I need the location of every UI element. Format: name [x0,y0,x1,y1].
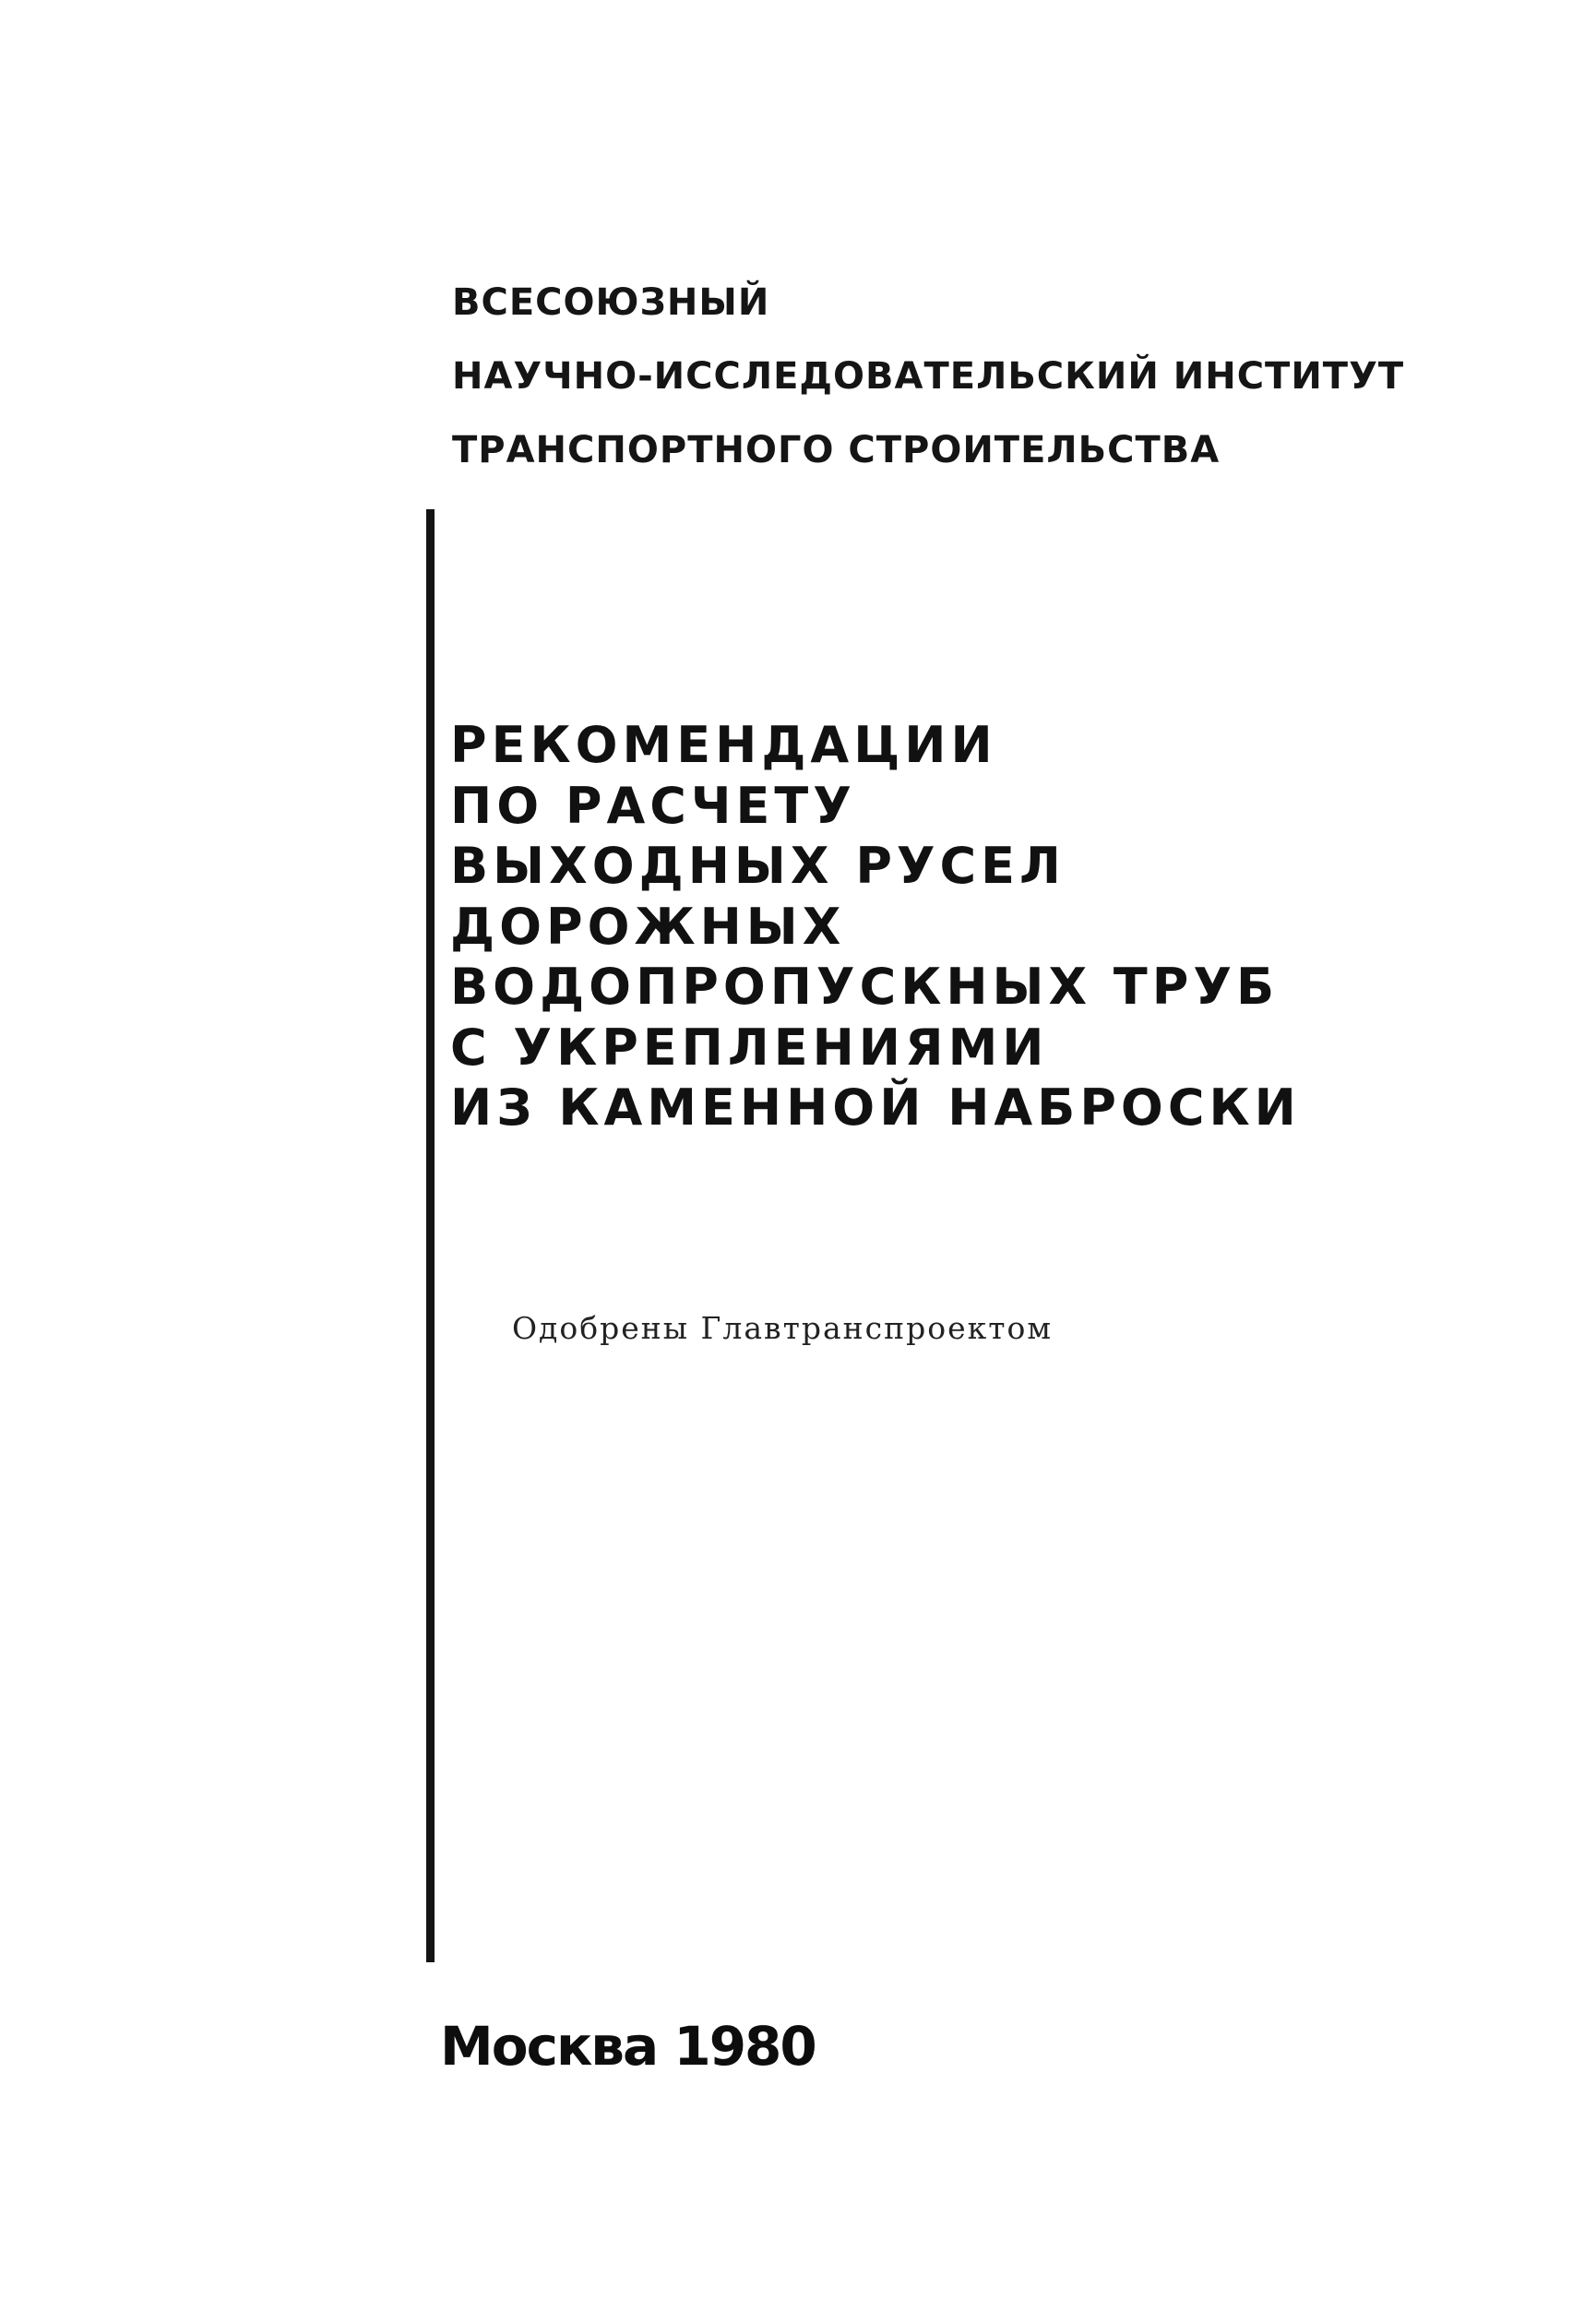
institute-line-3: ТРАНСПОРТНОГО СТРОИТЕЛЬСТВА [452,429,1221,471]
title-line-4: ДОРОЖНЫХ [450,897,846,956]
title-line-6: С УКРЕПЛЕНИЯМИ [450,1018,1049,1077]
title-vertical-rule [426,509,435,1962]
publication-place-year: Москва 1980 [440,2015,816,2078]
title-line-2: ПО РАСЧЕТУ [450,776,856,835]
title-line-5: ВОДОПРОПУСКНЫХ ТРУБ [450,958,1280,1016]
title-line-7: ИЗ КАМЕННОЙ НАБРОСКИ [450,1078,1301,1137]
document-title [450,715,1511,1138]
institute-line-1: ВСЕСОЮЗНЫЙ [452,281,770,324]
title-line-3: ВЫХОДНЫХ РУСЕЛ [450,837,1066,895]
title-line-1: РЕКОМЕНДАЦИИ [450,716,997,774]
institute-line-2: НАУЧНО-ИССЛЕДОВАТЕЛЬСКИЙ ИНСТИТУТ [452,355,1405,398]
approval-note: Одобрены Главтранспроектом [512,1310,1054,1346]
institute-name [452,266,1467,487]
